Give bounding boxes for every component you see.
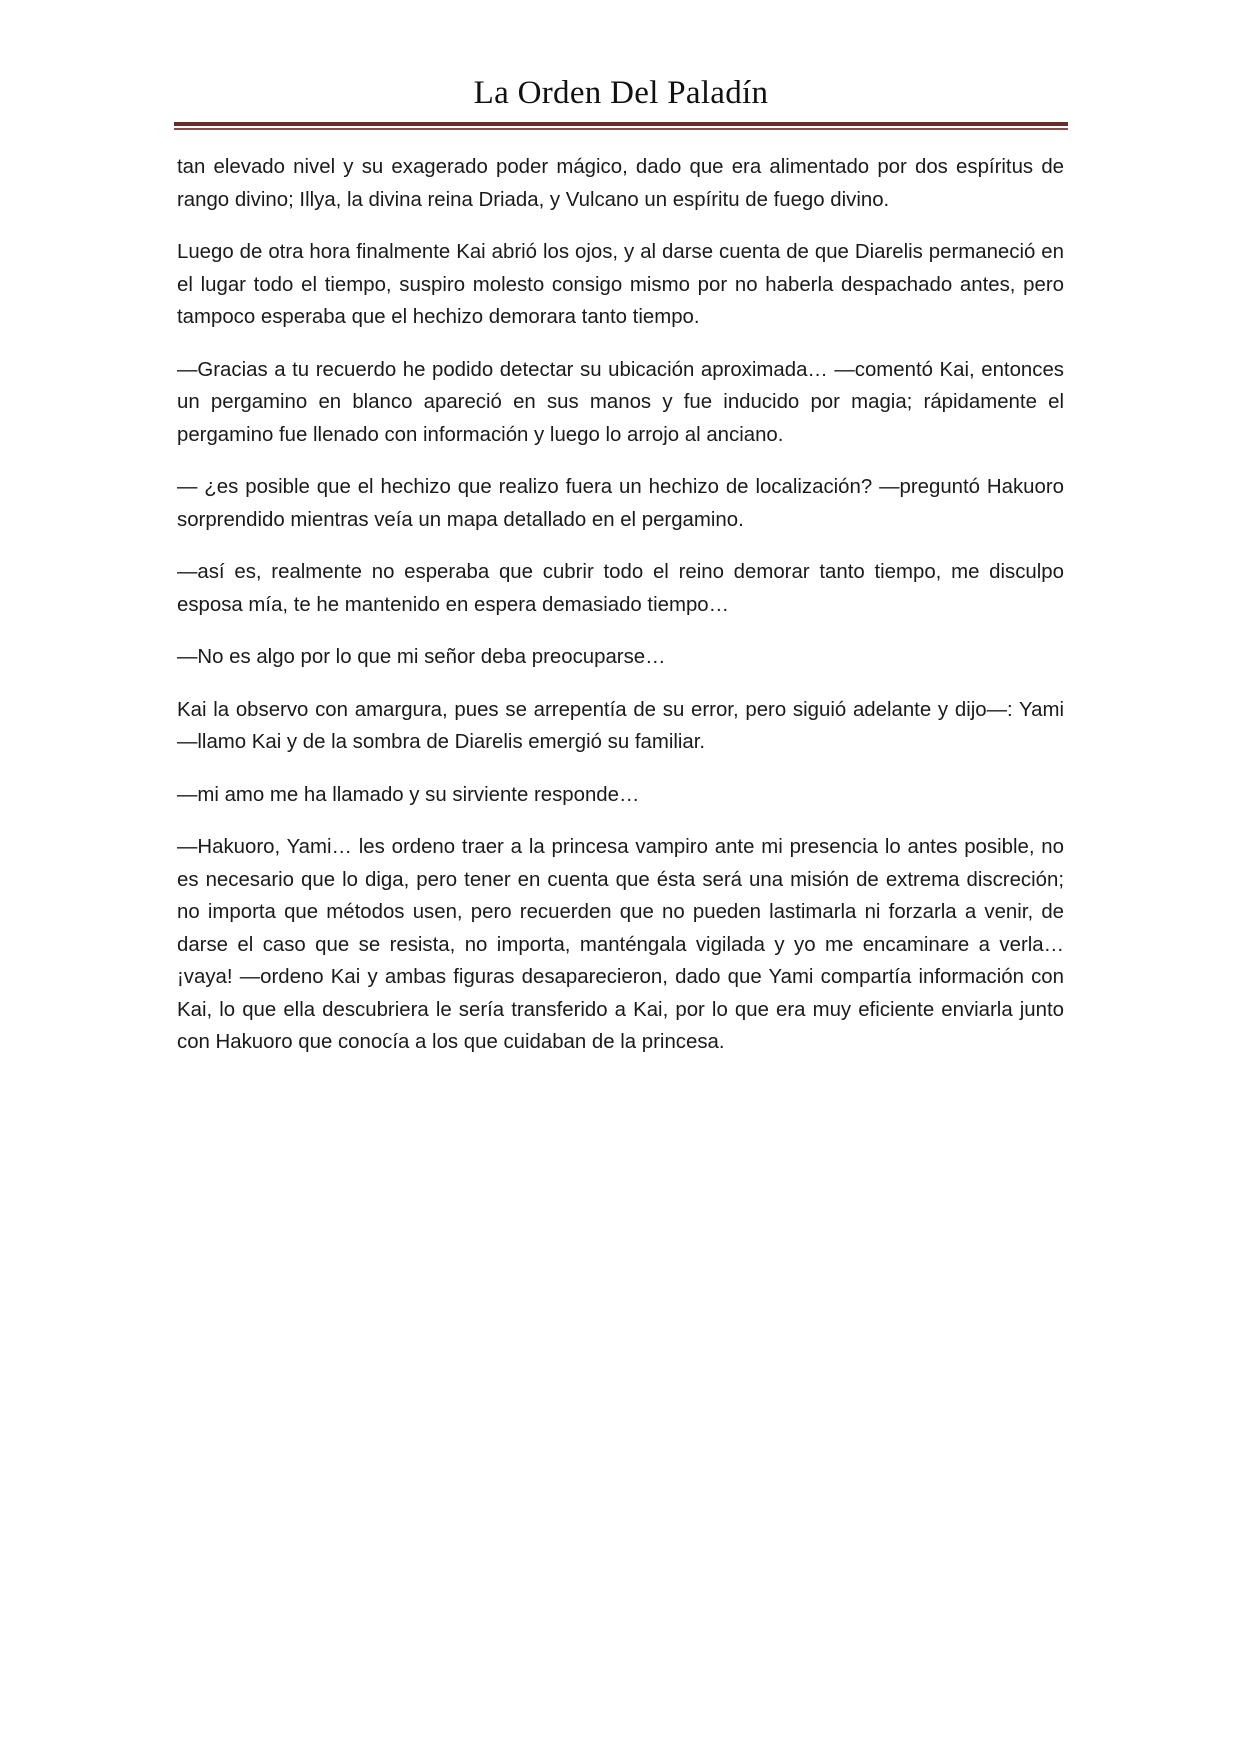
paragraph-1: tan elevado nivel y su exagerado poder mágico, dado que era alimentado por dos espíritus de rango divino; Illya, la divina reina Driada, y Vulcano un espíritu de fuego divino. [177,156,1064,211]
paragraph-4: — ¿es posible que el hechizo que realizo fuera un hechizo de localización? —preguntó Hakuoro sorprendido mientras veía un mapa detallado en el pergamino. [177,476,1064,531]
paragraph-3: —Gracias a tu recuerdo he podido detectar su ubicación aproximada… —comentó Kai, entonces un pergamino en blanco apareció en sus manos y fue inducido por magia; rápidamente el pergamino fue llenado con información y luego lo arrojo al anciano. [177,358,1064,446]
paragraph-6: —No es algo por lo que mi señor deba preocuparse… [177,646,666,668]
page-header-title: La Orden Del Paladín [473,75,769,111]
paragraph-2: Luego de otra hora finalmente Kai abrió los ojos, y al darse cuenta de que Diarelis permaneció en el lugar todo el tiempo, suspiro molesto consigo mismo por no haberla despachado antes, pero tampoco esperaba que el hechizo demorara tanto tiempo. [177,241,1064,328]
header-rule-thick [174,122,1068,126]
header-rule-thin [174,128,1068,130]
document-body [177,151,1064,1079]
paragraph-5: —así es, realmente no esperaba que cubrir todo el reino demorar tanto tiempo, me disculpo esposa mía, te he mantenido en espera demasiado tiempo… [177,561,1064,616]
paragraph-7: Kai la observo con amargura, pues se arrepentía de su error, pero siguió adelante y dijo—: Yami —llamo Kai y de la sombra de Diarelis emergió su familiar. [177,698,1064,753]
paragraph-9: —Hakuoro, Yami… les ordeno traer a la princesa vampiro ante mi presencia lo antes posible, no es necesario que lo diga, pero tener en cuenta que ésta será una misión de extrema discreción; no importa que métodos usen, pero recuerden que no pueden lastimarla ni forzarla a venir, de darse el caso que se resista, no importa, manténgala vigilada y yo me encaminare a verla… ¡vaya! —ordeno Kai y ambas figuras desaparecieron, dado que Yami compartía información con Kai, lo que ella descubriera le sería transferido a Kai, por lo que era muy eficiente enviarla junto con Hakuoro que conocía a los que cuidaban de la princesa. [177,836,1064,1053]
paragraph-8: —mi amo me ha llamado y su sirviente responde… [177,783,640,806]
page-header [174,68,1068,130]
